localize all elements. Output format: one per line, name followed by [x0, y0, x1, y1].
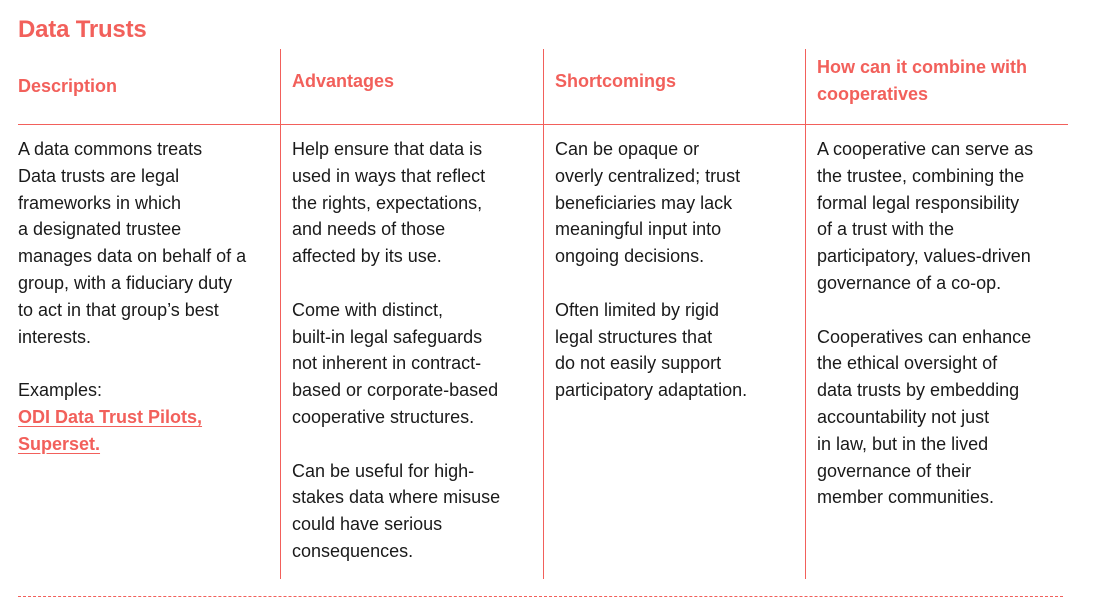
shortcomings-cell: [555, 136, 747, 431]
text-line: could have serious: [292, 514, 443, 535]
column-divider: [543, 49, 544, 579]
text-line: beneficiaries may lack: [555, 192, 733, 213]
examples-block: [18, 377, 246, 457]
text-line: formal legal responsibility: [817, 192, 1020, 213]
text-line: not inherent in contract-: [292, 353, 482, 374]
text-line: do not easily support: [555, 353, 722, 374]
advantage-paragraph: [292, 458, 500, 565]
text-line: in law, but in the lived: [817, 433, 989, 454]
text-line: to act in that group’s best: [18, 299, 219, 320]
header-description: Description: [18, 76, 118, 96]
text-line: A data commons treats: [18, 139, 203, 159]
shortcoming-paragraph: [555, 297, 747, 404]
description-text: [18, 136, 246, 350]
advantage-paragraph: [292, 297, 500, 431]
text-line: frameworks in which: [18, 192, 182, 213]
text-line: Come with distinct,: [292, 299, 444, 320]
header-advantages: Advantages: [292, 71, 395, 91]
text-line: Often limited by rigid: [555, 299, 720, 320]
text-line: the trustee, combining the: [817, 165, 1025, 186]
text-line: legal structures that: [555, 326, 713, 347]
header-combine: [817, 54, 1027, 108]
text-line: participatory, values-driven: [817, 246, 1031, 267]
text-line: and needs of those: [292, 219, 446, 240]
text-line: Can be useful for high-: [292, 460, 475, 481]
header-combine-line: cooperatives: [817, 84, 929, 104]
text-line: group, with a fiduciary duty: [18, 272, 233, 293]
text-line: the rights, expectations,: [292, 192, 483, 213]
dashed-divider: [18, 596, 1063, 597]
combine-paragraph: [817, 136, 1033, 297]
text-line: overly centralized; trust: [555, 165, 741, 186]
advantages-cell: [292, 136, 500, 592]
text-line: Data trusts are legal: [18, 165, 180, 186]
text-line: based or corporate-based: [292, 380, 499, 401]
text-line: member communities.: [817, 487, 995, 508]
text-line: manages data on behalf of a: [18, 246, 247, 267]
text-line: interests.: [18, 326, 92, 347]
description-cell: [18, 136, 246, 484]
text-line: of a trust with the: [817, 219, 955, 240]
advantage-paragraph: [292, 136, 500, 270]
text-line: cooperative structures.: [292, 406, 475, 427]
text-line: participatory adaptation.: [555, 380, 748, 401]
text-line: used in ways that reflect: [292, 165, 486, 186]
combine-paragraph: [817, 324, 1033, 512]
text-line: the ethical oversight of: [817, 353, 998, 374]
text-line: built-in legal safeguards: [292, 326, 483, 347]
text-line: governance of their: [817, 460, 972, 481]
text-line: accountability not just: [817, 406, 990, 427]
column-divider: [805, 49, 806, 579]
text-line: data trusts by embedding: [817, 380, 1020, 401]
text-line: ongoing decisions.: [555, 246, 705, 267]
example-link-superset[interactable]: Superset.: [18, 433, 101, 454]
text-line: governance of a co-op.: [817, 272, 1002, 293]
text-line: Can be opaque or: [555, 139, 700, 159]
combine-cell: [817, 136, 1033, 538]
example-link-odi[interactable]: ODI Data Trust Pilots,: [18, 406, 203, 427]
column-divider: [280, 49, 281, 579]
text-line: meaningful input into: [555, 219, 722, 240]
text-line: affected by its use.: [292, 246, 442, 267]
text-line: Help ensure that data is: [292, 139, 483, 159]
examples-label: Examples:: [18, 380, 103, 401]
header-shortcomings: Shortcomings: [555, 71, 677, 91]
page-title: Data Trusts: [18, 16, 147, 43]
header-combine-line: How can it combine with: [817, 57, 1028, 77]
shortcoming-paragraph: [555, 136, 747, 270]
text-line: consequences.: [292, 540, 414, 561]
text-line: Cooperatives can enhance: [817, 326, 1032, 347]
text-line: A cooperative can serve as: [817, 139, 1034, 159]
text-line: stakes data where misuse: [292, 487, 501, 508]
text-line: a designated trustee: [18, 219, 182, 240]
